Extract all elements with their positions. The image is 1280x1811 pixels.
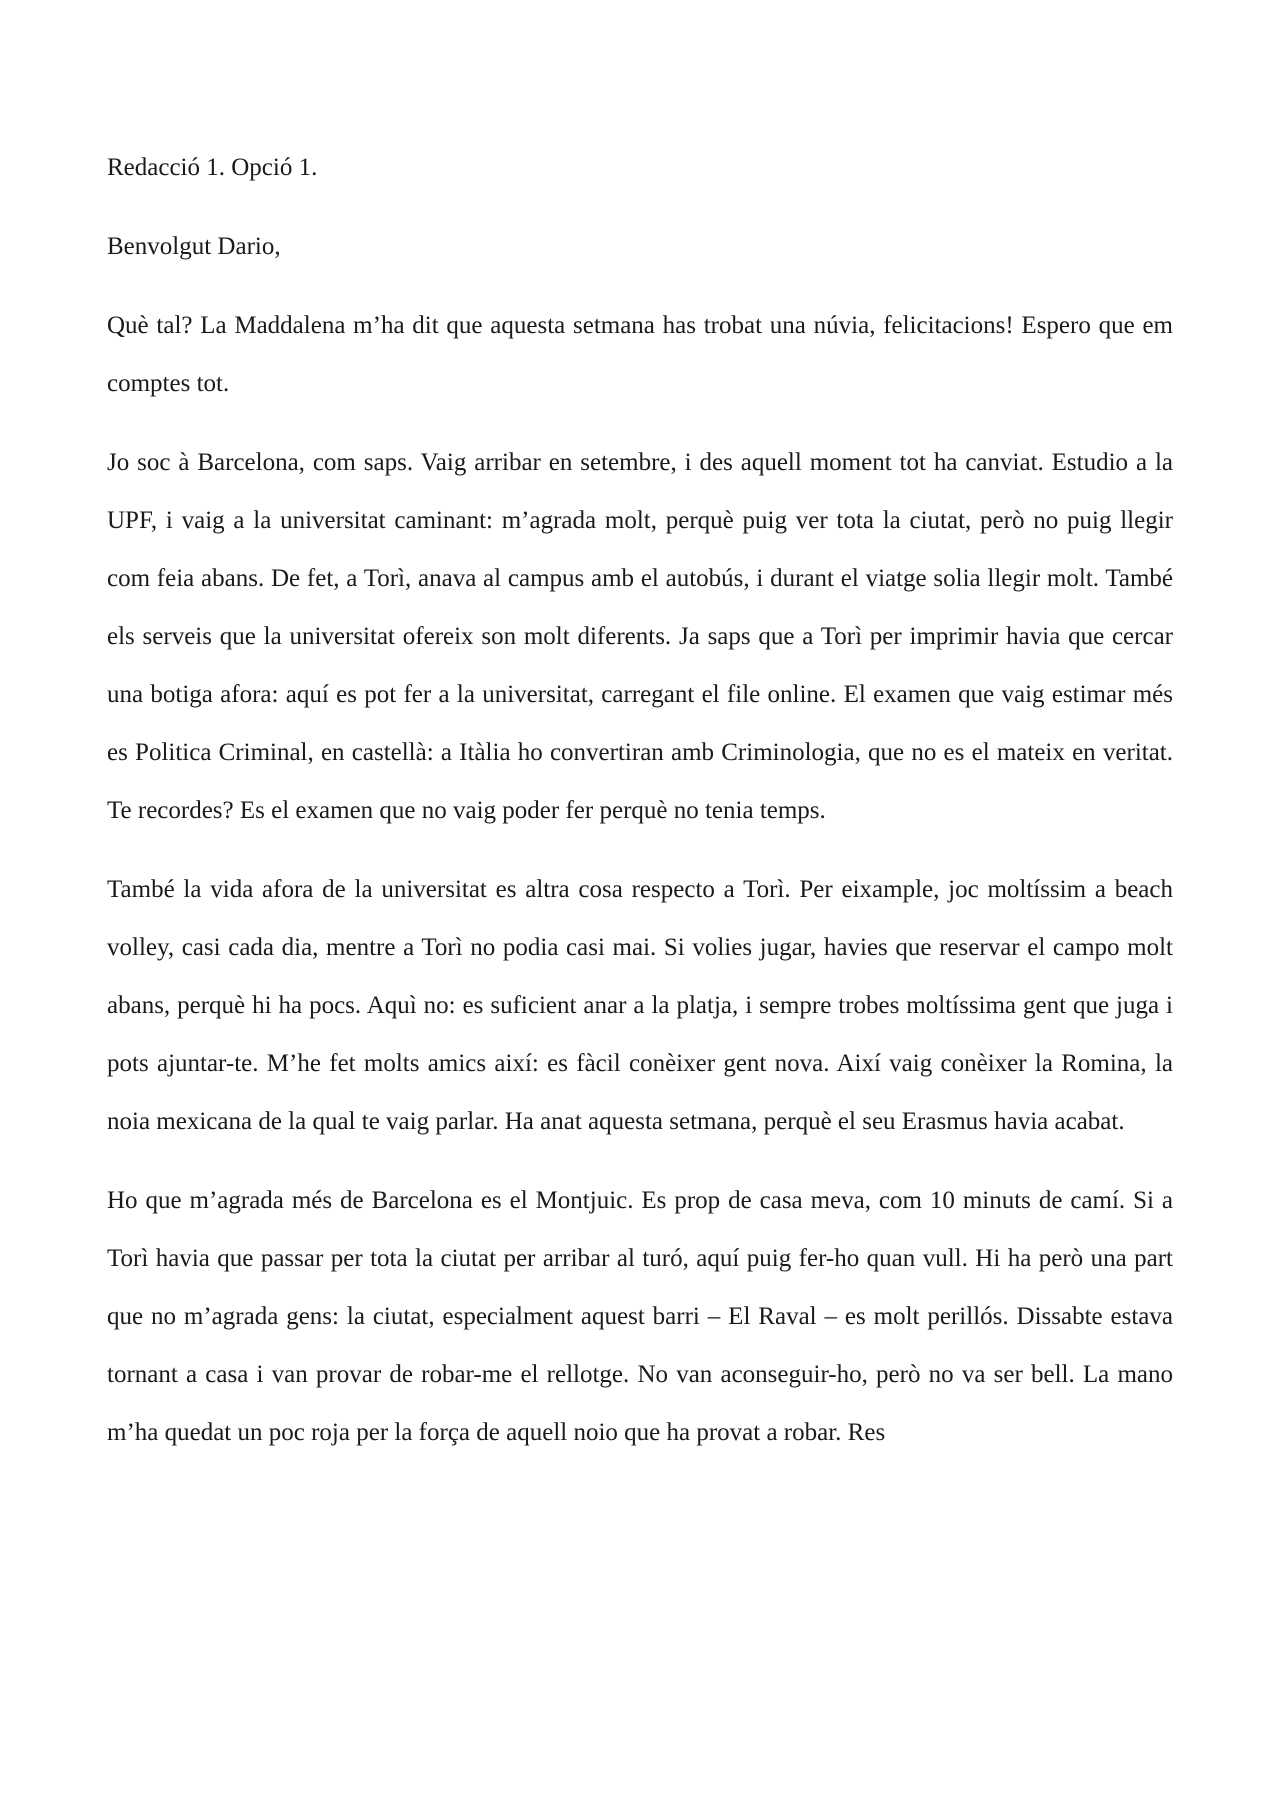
document-paragraph-3: També la vida afora de la universitat es altra cosa respecto a Torì. Per eixample, joc moltíssim a beach volley, casi cada dia, mentre a Torì no podia casi mai. Si volies jugar, havies que reservar el campo molt abans, perquè hi ha pocs. Aquì no: es suficient anar a la platja, i sempre trobes moltíssima gent que juga i pots ajuntar-te. M’he fet molts amics així: es fàcil conèixer gent nova. Així vaig conèixer la Romina, la noia mexicana de la qual te vaig parlar. Ha anat aquesta setmana, perquè el seu Erasmus havia acabat. <box>107 876 1173 1135</box>
document-paragraph-1: Què tal? La Maddalena m’ha dit que aquesta setmana has trobat una núvia, felicitacions! Espero que em comptes tot. <box>107 312 1173 397</box>
document-paragraph-2: Jo soc à Barcelona, com saps. Vaig arribar en setembre, i des aquell moment tot ha canviat. Estudio a la UPF, i vaig a la universitat caminant: m’agrada molt, perquè puig ver tota la ciutat, però no puig llegir com feia abans. De fet, a Torì, anava al campus amb el autobús, i durant el viatge solia llegir molt. També els serveis que la universitat ofereix son molt diferents. Ja saps que a Torì per imprimir havia que cercar una botiga afora: aquí es pot fer a la universitat, carregant el file online. El examen que vaig estimar més es Politica Criminal, en castellà: a Itàlia ho convertiran amb Criminologia, que no es el mateix en veritat. Te recordes? Es el examen que no vaig poder fer perquè no tenia temps. <box>107 449 1173 824</box>
document-heading: Redacció 1. Opció 1. <box>107 154 318 181</box>
document-text-area <box>107 139 1173 1483</box>
document-salutation: Benvolgut Dario, <box>107 233 281 260</box>
document-paragraph-4: Ho que m’agrada més de Barcelona es el Montjuic. Es prop de casa meva, com 10 minuts de camí. Si a Torì havia que passar per tota la ciutat per arribar al turó, aquí puig fer-ho quan vull. Hi ha però una part que no m’agrada gens: la ciutat, especialment aquest barri – El Raval – es molt perillós. Dissabte estava tornant a casa i van provar de robar-me el rellotge. No van aconseguir-ho, però no va ser bell. La mano m’ha quedat un poc roja per la força de aquell noio que ha provat a robar. Res <box>107 1187 1173 1446</box>
